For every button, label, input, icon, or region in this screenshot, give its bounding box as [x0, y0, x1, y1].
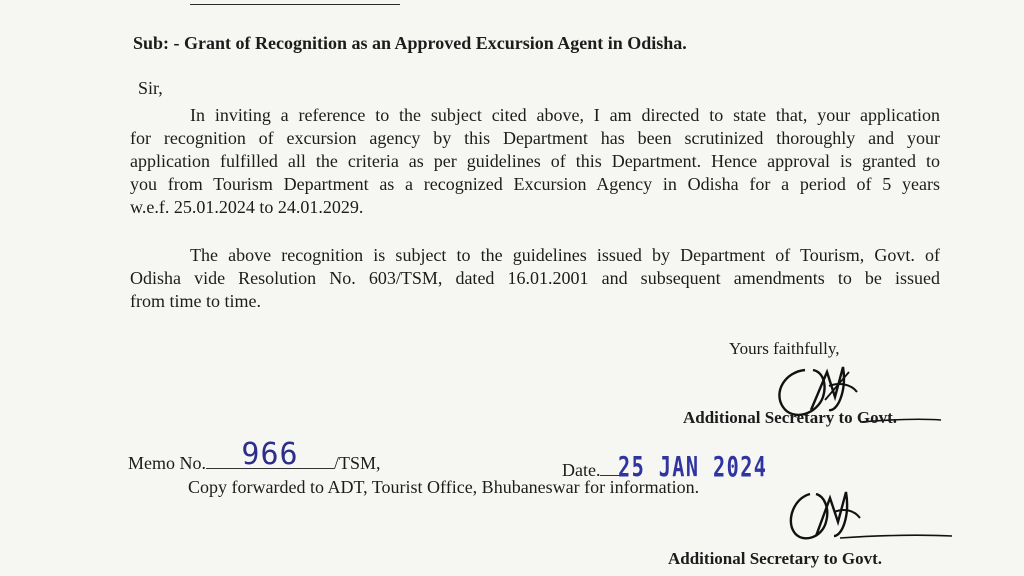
memo-number-blank [206, 437, 334, 472]
date-stamp: 25 JAN 2024 [618, 450, 768, 483]
paragraph-line: The above recognition is subject to the guidelines issued by Department of Tourism, Govt. of [190, 245, 940, 265]
paragraph-line: you from Tourism Department as a recognized Excursion Agency in Odisha for a period of 5 years [130, 174, 940, 194]
memo-prefix: Memo No. [128, 453, 206, 473]
memo-number-handwritten: 966 [241, 437, 299, 472]
body-paragraph-2 [130, 244, 940, 313]
closing-text: Yours faithfully, [729, 339, 840, 358]
body-paragraph-1 [130, 104, 940, 219]
subject-line: Sub: - Grant of Recognition as an Approved Excursion Agent in Odisha. [133, 33, 687, 53]
memo-line [128, 437, 381, 474]
paragraph-line: for recognition of excursion agency by this Department has been scrutinized thoroughly and your [130, 128, 940, 148]
signature-2 [780, 480, 960, 560]
paragraph-line: w.e.f. 25.01.2024 to 24.01.2029. [130, 197, 364, 217]
paragraph-line: In inviting a reference to the subject cited above, I am directed to state that, your application [190, 105, 940, 125]
copy-forwarded-line: Copy forwarded to ADT, Tourist Office, Bhubaneswar for information. [188, 477, 700, 497]
signatory-designation: Additional Secretary to Govt. [683, 408, 898, 427]
salutation: Sir, [138, 78, 163, 98]
paragraph-line: from time to time. [130, 291, 261, 311]
paragraph-line: Odisha vide Resolution No. 603/TSM, dated 16.01.2001 and subsequent amendments to be issued [130, 268, 940, 288]
second-designation: Additional Secretary to Govt. [668, 549, 883, 568]
top-cut-off-line [190, 0, 400, 5]
paragraph-line: application fulfilled all the criteria as per guidelines of this Department. Hence approval is granted to [130, 151, 940, 171]
date-label: Date. [562, 460, 601, 480]
memo-suffix: /TSM, [334, 453, 381, 473]
